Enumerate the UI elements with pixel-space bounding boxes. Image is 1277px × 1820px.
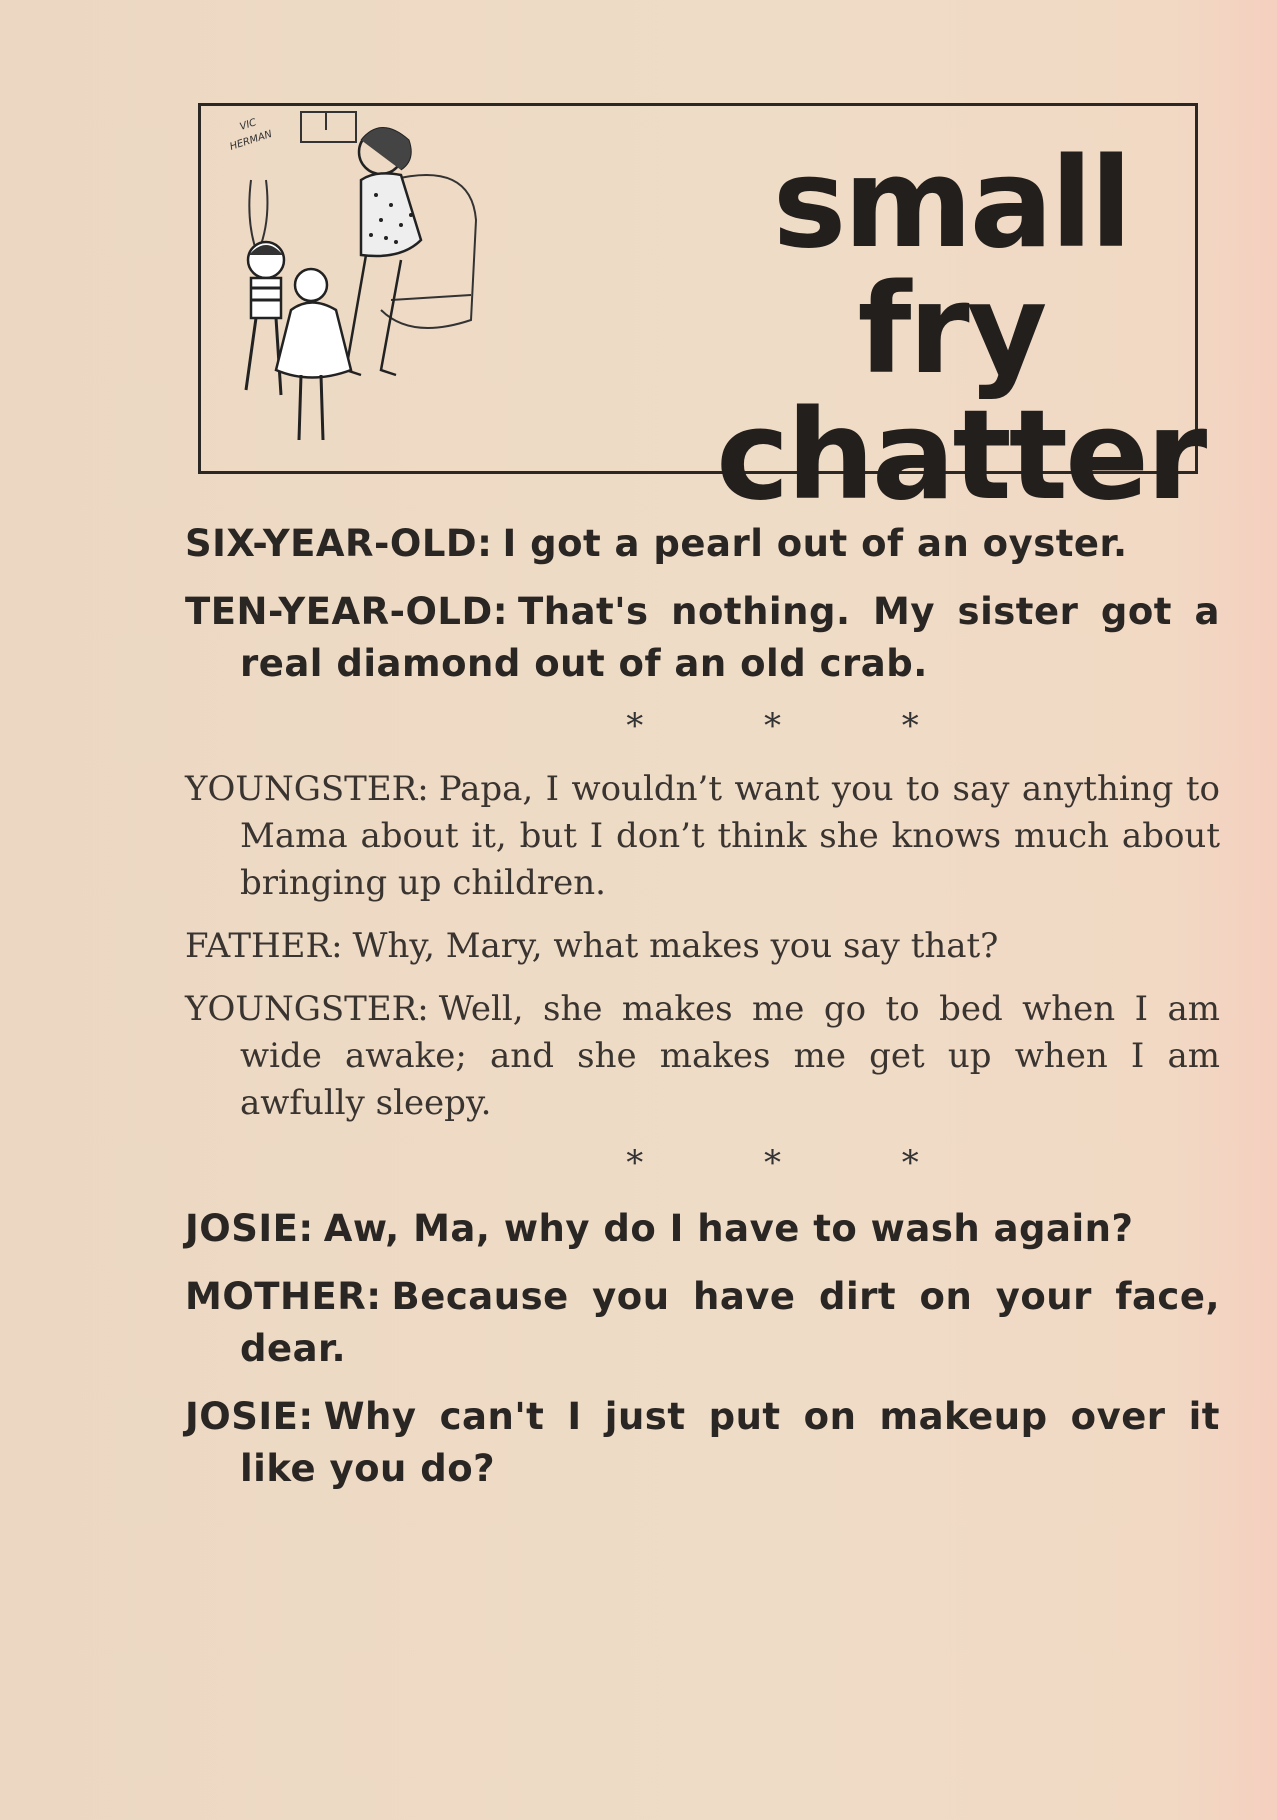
dialogue-text: Well, she makes me go to bed when I am wide awake; and she makes me get up when I am awfully sleepy. [240, 989, 1220, 1123]
header-box [198, 103, 1205, 528]
jokes-content [185, 518, 1220, 1511]
dialogue-line [185, 1391, 1220, 1495]
dialogue-line [185, 586, 1220, 690]
dialogue-text: I got a pearl out of an oyster. [502, 522, 1128, 565]
speaker-label: YOUNGSTER: [185, 989, 429, 1029]
speaker-label: JOSIE: [185, 1207, 314, 1250]
dialogue-line [185, 986, 1220, 1127]
dialogue-text: Aw, Ma, why do I have to wash again? [323, 1207, 1134, 1250]
title-line-2: chatter [716, 384, 1205, 528]
speaker-label: FATHER: [185, 926, 343, 966]
speaker-label: JOSIE: [185, 1395, 314, 1438]
dialogue-text: That's nothing. My sister got a real diamond out of an old crab. [240, 590, 1220, 685]
section-separator: * * * [626, 1143, 919, 1183]
svg-text:HERMAN: HERMAN [228, 128, 274, 153]
speaker-label: TEN-YEAR-OLD: [185, 590, 508, 633]
dialogue-line [185, 518, 1220, 570]
dialogue-line [185, 766, 1220, 907]
svg-text:VIC: VIC [238, 117, 258, 133]
dialogue-text: Why, Mary, what makes you say that? [352, 926, 999, 966]
artist-signature [229, 117, 274, 153]
page-title [716, 132, 1205, 528]
speaker-label: YOUNGSTER: [185, 769, 429, 809]
speaker-label: MOTHER: [185, 1275, 382, 1318]
family-cartoon-illustration [211, 110, 711, 470]
dialogue-line [185, 1203, 1220, 1255]
speaker-label: SIX-YEAR-OLD: [185, 522, 493, 565]
title-line-1: small fry [772, 132, 1130, 402]
dialogue-text: Papa, I wouldn’t want you to say anything to Mama about it, but I don’t think she knows much about bringing up children. [240, 769, 1220, 903]
dialogue-line [185, 1271, 1220, 1375]
section-separator: * * * [626, 706, 919, 746]
dialogue-text: Why can't I just put on makeup over it like you do? [240, 1395, 1220, 1490]
dialogue-line [185, 923, 1220, 970]
dialogue-text: Because you have dirt on your face, dear. [240, 1275, 1220, 1370]
